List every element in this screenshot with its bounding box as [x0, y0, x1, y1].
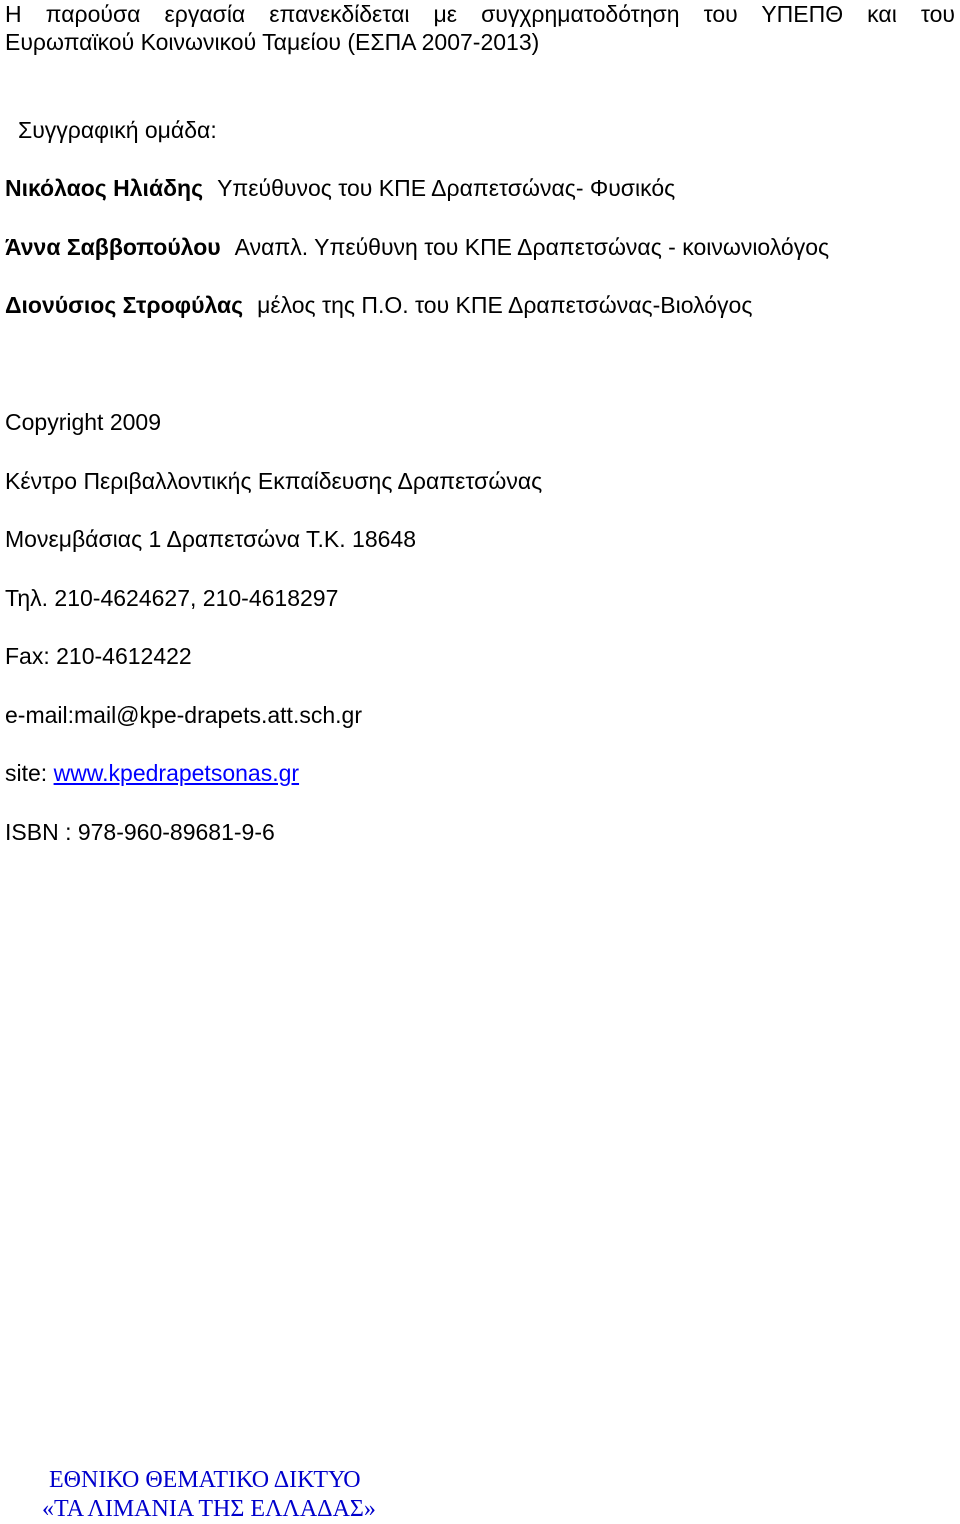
authors-heading: Συγγραφική ομάδα: [18, 117, 217, 143]
address: Μονεμβάσιας 1 Δραπετσώνα Τ.Κ. 18648 [5, 526, 417, 552]
funding-line-1: Η παρούσα εργασία επανεκδίδεται με συγχρηματοδότηση του ΥΠΕΠΘ και του [5, 1, 955, 27]
author-role: Υπεύθυνος του ΚΠΕ Δραπετσώνας- Φυσικός [217, 175, 676, 201]
author-name: Διονύσιος Στροφύλας [5, 292, 244, 318]
site-link[interactable]: www.kpedrapetsonas.gr [53, 760, 300, 786]
author-name: Νικόλαος Ηλιάδης [5, 175, 204, 201]
phone: Τηλ. 210-4624627, 210-4618297 [5, 585, 339, 611]
funding-line-2: Ευρωπαϊκού Κοινωνικού Ταμείου (ΕΣΠΑ 2007-2013) [5, 29, 540, 55]
author-role: Αναπλ. Υπεύθυνη του ΚΠΕ Δραπετσώνας - κοινωνιολόγος [234, 234, 830, 260]
author-row-1 [5, 174, 675, 202]
author-row-2 [5, 233, 829, 261]
site-label: site: [5, 760, 54, 786]
fax: Fax: 210-4612422 [5, 643, 192, 669]
author-role: μέλος της Π.Ο. του ΚΠΕ Δραπετσώνας-Βιολόγος [257, 292, 753, 318]
site-row [5, 759, 299, 787]
email: e-mail:mail@kpe-drapets.att.sch.gr [5, 702, 362, 728]
isbn: ISBN : 978-960-89681-9-6 [5, 819, 275, 845]
organization-name: Κέντρο Περιβαλλοντικής Εκπαίδευσης Δραπετσώνας [5, 468, 543, 494]
author-name: Άννα Σαββοπούλου [5, 234, 221, 260]
author-row-3 [5, 291, 752, 319]
copyright: Copyright 2009 [5, 409, 161, 435]
footer-network-title: ΕΘΝΙΚΟ ΘΕΜΑΤΙΚΟ ΔΙΚΤΥΟ [49, 1467, 361, 1493]
footer-network-subtitle: «ΤΑ ΛΙΜΑΝΙΑ ΤΗΣ ΕΛΛΑΔΑΣ» [42, 1496, 376, 1522]
